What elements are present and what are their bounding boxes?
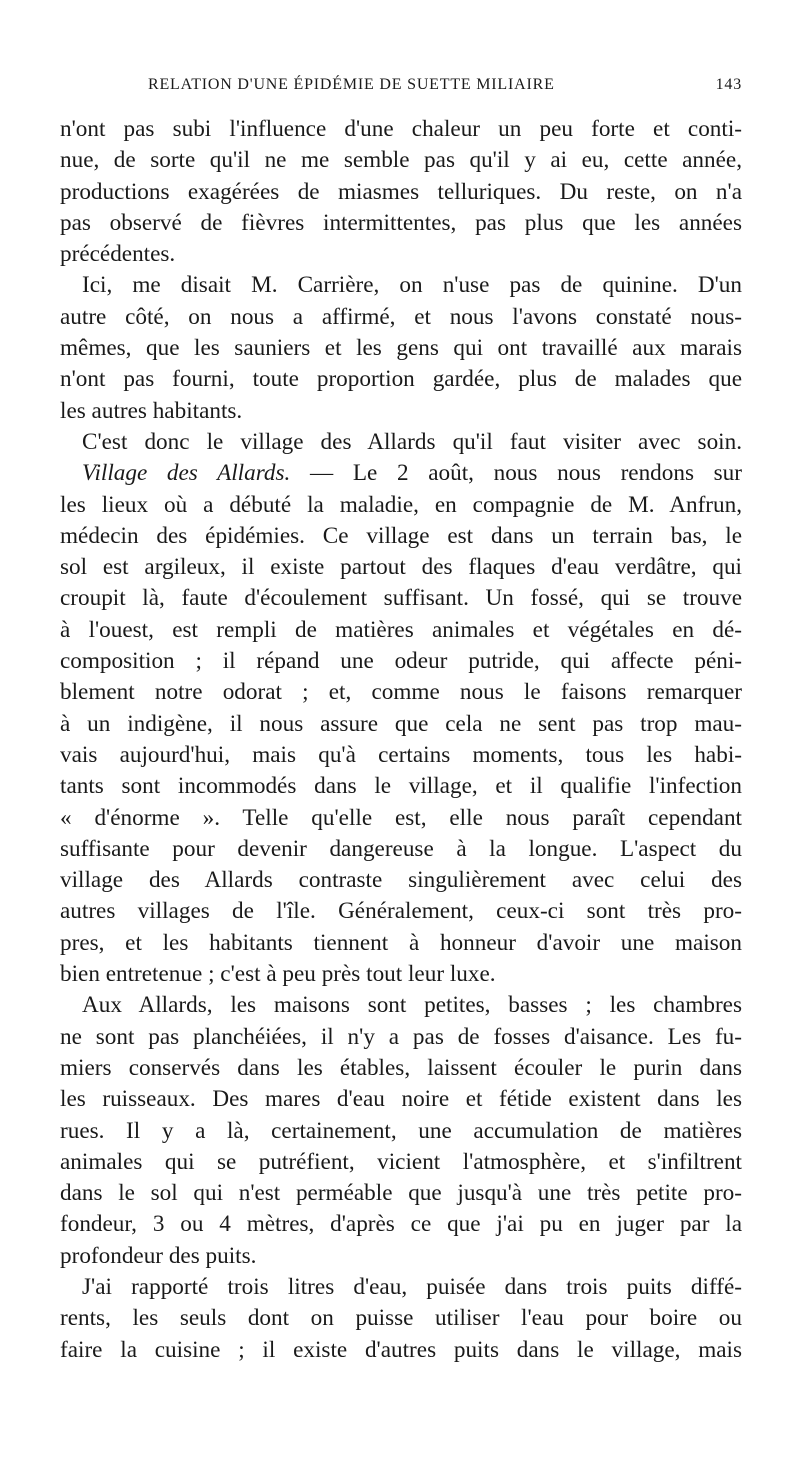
text-line: à l'ouest, est rempli de matières animales et végétales en dé- xyxy=(60,616,742,643)
running-head xyxy=(60,76,742,100)
text-line: faire la cuisine ; il existe d'autres puits dans le village, mais xyxy=(60,1336,742,1363)
text-line: tants sont incommodés dans le village, et il qualifie l'infection xyxy=(60,773,742,800)
text-line: sol est argileux, il existe partout des flaques d'eau verdâtre, qui xyxy=(60,554,742,581)
page-number: 143 xyxy=(715,76,742,93)
body-text xyxy=(60,114,742,1366)
text-line: profondeur des puits. xyxy=(60,1242,257,1269)
text-line: croupit là, faute d'écoulement suffisant. Un fossé, qui se trouve xyxy=(60,585,742,612)
text-line: bien entretenue ; c'est à peu près tout leur luxe. xyxy=(60,961,496,988)
section-line-text: — Le 2 août, nous nous rendons sur xyxy=(309,460,742,487)
text-line: les autres habitants. xyxy=(60,397,243,424)
text-line: médecin des épidémies. Ce village est dans un terrain bas, le xyxy=(60,522,742,549)
text-line: n'ont pas fourni, toute proportion gardée, plus de malades que xyxy=(60,366,742,393)
text-line: dans le sol qui n'est perméable que jusqu'à une très petite pro- xyxy=(60,1180,742,1207)
text-line: J'ai rapporté trois litres d'eau, puisée dans trois puits diffé- xyxy=(82,1273,742,1300)
section-line xyxy=(60,458,742,489)
text-line: pres, et les habitants tiennent à honneur d'avoir une maison xyxy=(60,929,742,956)
text-line: n'ont pas subi l'influence d'une chaleur un peu forte et conti- xyxy=(60,116,742,142)
text-line: précédentes. xyxy=(60,241,176,268)
text-line: mêmes, que les sauniers et les gens qui ont travaillé aux marais xyxy=(60,335,742,362)
text-line: nue, de sorte qu'il ne me semble pas qu'il y ai eu, cette année, xyxy=(60,147,742,174)
section-title: Village des Allards. xyxy=(82,460,291,487)
text-line: à un indigène, il nous assure que cela ne sent pas trop mau- xyxy=(60,710,742,737)
text-line: village des Allards contraste singulièrement avec celui des xyxy=(60,867,742,894)
text-line: ne sont pas planchéiées, il n'y a pas de fosses d'aisance. Les fu- xyxy=(60,1023,742,1050)
text-line: « d'énorme ». Telle qu'elle est, elle nous paraît cependant xyxy=(60,804,742,831)
text-line: rents, les seuls dont on puisse utiliser l'eau pour boire ou xyxy=(60,1305,742,1332)
text-line: vais aujourd'hui, mais qu'à certains moments, tous les habi- xyxy=(60,741,742,768)
text-line: Aux Allards, les maisons sont petites, basses ; les chambres xyxy=(82,992,742,1019)
text-line: autre côté, on nous a affirmé, et nous l'avons constaté nous- xyxy=(60,303,742,330)
text-line: composition ; il répand une odeur putride, qui affecte péni- xyxy=(60,648,742,675)
text-line: miers conservés dans les étables, laissent écouler le purin dans xyxy=(60,1054,742,1081)
running-title: RELATION D'UNE ÉPIDÉMIE DE SUETTE MILIAIRE xyxy=(148,76,555,93)
text-line: rues. Il y a là, certainement, une accumulation de matières xyxy=(60,1117,742,1144)
text-line: C'est donc le village des Allards qu'il faut visiter avec soin. xyxy=(82,428,742,455)
text-line: autres villages de l'île. Généralement, ceux-ci sont très pro- xyxy=(60,898,742,925)
text-line: les lieux où a débuté la maladie, en compagnie de M. Anfrun, xyxy=(60,491,742,518)
text-line: fondeur, 3 ou 4 mètres, d'après ce que j'ai pu en juger par la xyxy=(60,1211,742,1238)
text-line: Ici, me disait M. Carrière, on n'use pas de quinine. D'un xyxy=(82,272,742,299)
text-line: productions exagérées de miasmes telluriques. Du reste, on n'a xyxy=(60,178,742,205)
text-line: blement notre odorat ; et, comme nous le faisons remarquer xyxy=(60,679,742,706)
text-line: animales qui se putréfient, vicient l'atmosphère, et s'infiltrent xyxy=(60,1148,742,1175)
text-line: pas observé de fièvres intermittentes, pas plus que les années xyxy=(60,209,742,236)
text-line: suffisante pour devenir dangereuse à la longue. L'aspect du xyxy=(60,835,742,862)
text-line: les ruisseaux. Des mares d'eau noire et fétide existent dans les xyxy=(60,1086,742,1113)
